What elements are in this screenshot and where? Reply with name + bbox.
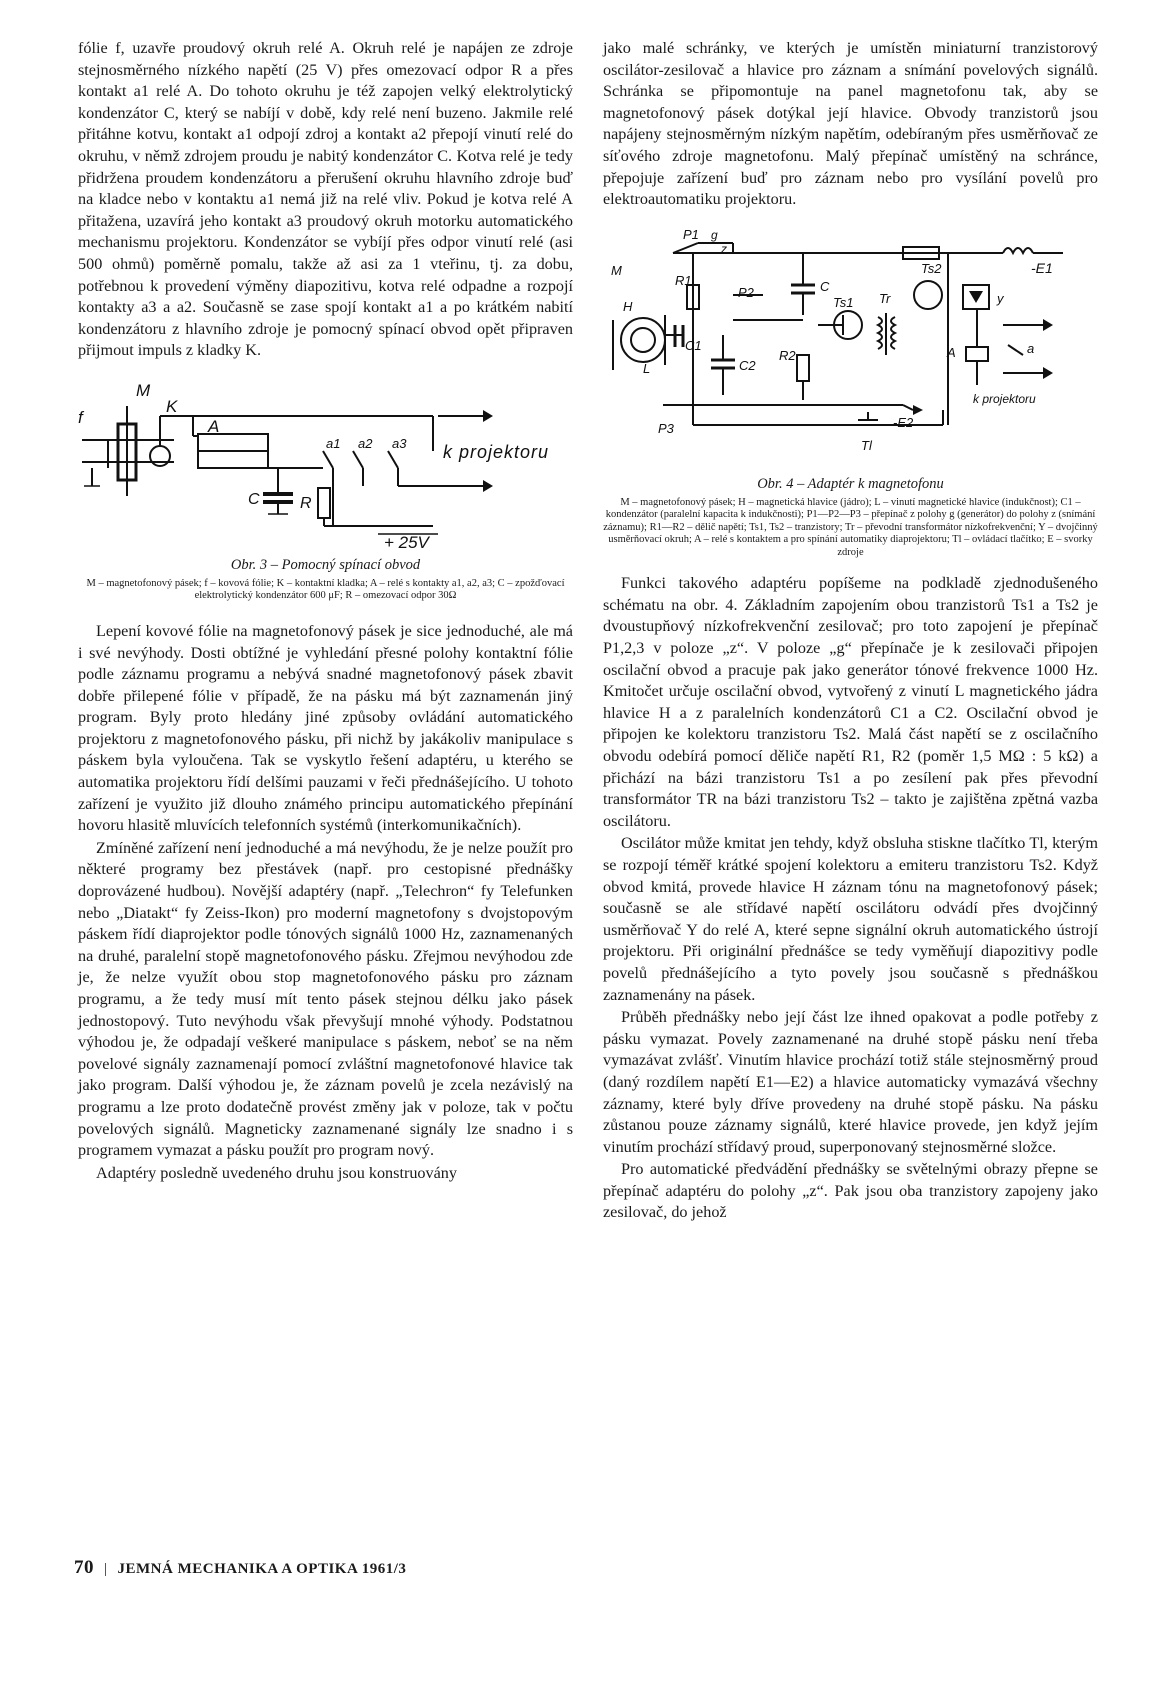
label-a3: a3 [392, 435, 407, 451]
footer-separator: | [104, 1561, 108, 1577]
label-M: M [136, 380, 151, 400]
label-K: K [166, 396, 178, 416]
label-a: a [1027, 340, 1035, 356]
label-C: C [820, 278, 830, 294]
left-column [78, 38, 573, 1184]
paragraph: Průběh přednášky nebo její část lze ihned opakovat a podle potřeby z pásku vymazat. Povely zaznamenané na druhé stopě pásku není třeba vymazávat zvlášť. Vinutím hlavice prochází totiž stále stejnosměrný proud (daný rozdílem napětí E1—E2) a hlavice automaticky vymazává všechny záznamy, které byly dříve provedeny na druhé stopě pásku. Na pásku zůstanou pouze záznamy signálů, které hlavice provede, jen když jejím vinutím prochází střídavý proud, superponovaný stejnosměrné složce. [603, 1008, 1098, 1156]
figure-4-legend: M – magnetofonový pásek; H – magnetická hlavice (jádro); L – vinutí magnetické hlavice (indukčnost); C1 – kondenzátor (paralelní kapacita k indukčnosti); P1—P2—P3 – přepínač z polohy g (generátor) do polohy z (snímání záznamu); R1—R2 – dělič napětí; Ts1, Ts2 – tranzistory; Tr – převodní transformátor nízkofrekvenční; Y – dvojčinný usměrňovací okruh; A – relé s kontaktem a pro spínání automatiky diaprojektoru; Tl – ovládací tlačítko; E – svorky zdroje [603, 496, 1098, 558]
label-a1: a1 [326, 435, 341, 451]
label-k-projektoru: k projektoru [973, 391, 1036, 406]
label-R1: R1 [675, 272, 692, 288]
paragraph: jako malé schránky, ve kterých je umístěn miniaturní tranzistorový oscilátor-zesilovač a hlavice pro záznam a snímání povelových signálů. Schránka se připomontuje na panel magnetofonu tak, aby se magnetofonový pásek dotýkal její hlavice. Obvody tranzistorů jsou napájeny stejnosměrným nízkým napětím, odebíraným přes usměrňovač ze síťového zdroje magnetofonu. Malý přepínač umístěný na schránce, přepojuje zařízení buď pro záznam nebo pro vysílání povelů pro elektroautomatiku projektoru. [603, 39, 1098, 209]
figure-3-legend: M – magnetofonový pásek; f – kovová fólie; K – kontaktní kladka; A – relé s kontakty a1, a2, a3; C – zpožďovací elektrolytický kondenzátor 600 μF; R – omezovací odpor 30Ω [86, 577, 565, 602]
relay-circuit-diagram [78, 376, 573, 551]
label-E1: -E1 [1031, 259, 1053, 276]
paragraph: fólie f, uzavře proudový okruh relé A. Okruh relé je napájen ze zdroje stejnosměrného nízkého napětí (25 V) přes omezovací odpor R a přes kontakt a1 relé A. Do tohoto okruhu je též zapojen velký elektrolytický kondenzátor C, který se nabíjí v době, kdy relé není buzeno. Jakmile relé přitáhne kotvu, kontakt a1 odpojí zdroj a kontakt a2 přepojí vinutí relé do okruhu, v němž zdrojem proudu je nabitý kondenzátor C. Kotva relé je tedy přidržena proudem kondenzátoru a přerušení okruhu hlavního zdroje buď na kladce nebo v kontaktu a1 nemá již na relé vliv. Pokud je kotva relé A přitažena, uzavírá jeho kontakt a3 proudový okruh motorku automatického mechanismu projektoru. Kondenzátor se vybíjí přes odpor vinutí relé (asi 500 ohmů) poměrně pomalu, takže až asi za 1 vteřinu, tj. za dobu, potřebnou k provedení výměny diapozitivu, kotva relé odpadne a rozpojí kontakty a3 a a2. Současně se zase spojí kontakt a1 a po krátkém nabití kondenzátoru z hlavního zdroje je pomocný spínací obvod opět připraven přijmout impuls z kladky K. [78, 39, 573, 360]
label-C2: C2 [739, 357, 756, 373]
label-P2: P2 [738, 284, 754, 300]
label-g-1: g [711, 227, 718, 242]
label-Ts1: Ts1 [833, 294, 854, 310]
label-a2: a2 [358, 435, 373, 451]
figure-3 [78, 376, 573, 603]
label-C1: C1 [685, 337, 702, 353]
figure-4-caption: Obr. 4 – Adaptér k magnetofonu [757, 475, 944, 492]
paragraph: Lepení kovové fólie na magnetofonový pásek je sice jednoduché, ale má i své nevýhody. Dosti obtížné je vyhledání přesné polohy kontaktní fólie podle záznamu programu a nebývá snadné magnetofonový pásek zbavit dobře přilepené fólie v případě, že na pásku má být zaznamenán jiný program. Byly proto hledány jiné způsoby ovládání automatického projektoru z magnetofonového pásku, při nichž by jakákoliv manipulace s páskem byla vyloučena. Tak se vyskytlo řešení adaptéru, u kterého se automatika projektoru řídí delšími pauzami v řeči přednášejícího. U tohoto zařízení je využito již dlouho známého principu automatického přepínání hovoru hlasitě mluvících telefonních systémů (interkomunikačních). [78, 621, 573, 835]
label-A: A [208, 416, 220, 436]
label-voltage: + 25V [384, 532, 429, 551]
figure-3-caption: Obr. 3 – Pomocný spínací obvod [230, 556, 421, 573]
label-R2: R2 [779, 347, 796, 363]
label-Y: y [997, 290, 1004, 306]
paragraph: Adaptéry posledně uvedeného druhu jsou konstruovány [96, 1163, 457, 1182]
paragraph: Zmíněné zařízení není jednoduché a má nevýhodu, že je nelze použít pro některé programy bez přestávek (např. pro cestopisné přednášky doprovázené hudbou). Novější adaptéry (např. „Telechron“ fy Telefunken nebo „Diatakt“ fy Zeiss-Ikon) pro moderní magnetofony s dvojstopovým páskem řídí diaprojektor podle tónových signálů 1000 Hz, zaznamenaných na druhé, paralelní stopě magnetofonového pásku. Zřejmou nevýhodou zde je, že nelze využít obou stop magnetofonového pásku pro záznam programu, a že tedy musí mít tento pásek stejnou délku jako pásek jednostopový. Tuto nevýhodu však převyšují mnohé výhody. Podstatnou výhodou je, že odpadají veškeré manipulace s páskem, neboť se na něm povelové signály zaznamenají pomocí zvláštní magnetofonové hlavice tak jako program. Další výhodou je, že záznam povelů je zcela nezávislý na programu a lze proto dodatečně provést změny jak v poloze, tak v počtu povelových signálů. Magneticky zaznamenané signály lze snadno i s programem vymazat a pásku použít pro program nový. [78, 838, 573, 1160]
figure-4 [603, 225, 1098, 560]
label-P3: P3 [658, 420, 674, 436]
label-C: C [248, 490, 260, 508]
label-M: M [611, 262, 622, 278]
label-Ts2: Ts2 [921, 260, 942, 276]
label-E2: -E2 [893, 414, 914, 430]
right-column [603, 38, 1098, 1224]
adapter-circuit-diagram [603, 225, 1098, 470]
label-P1: P1 [683, 226, 699, 242]
journal-title: JEMNÁ MECHANIKA A OPTIKA 1961/3 [117, 1561, 407, 1577]
label-R: R [300, 494, 312, 512]
page-number: 70 [74, 1557, 94, 1578]
label-A: A [947, 344, 956, 360]
label-z-1: z [721, 241, 727, 256]
label-H: H [623, 298, 633, 314]
label-L: L [643, 360, 651, 376]
page-footer [74, 1557, 406, 1579]
paragraph: Pro automatické předvádění přednášky se světelnými obrazy přepne se přepínač adaptéru do polohy „z“. Pak jsou oba tranzistory zapojeny jako zesilovač, do jehož [603, 1160, 1098, 1222]
paragraph: Oscilátor může kmitat jen tehdy, když obsluha stiskne tlačítko Tl, kterým se rozpojí téměř krátké spojení kolektoru a emiteru tranzistoru Ts2. Když obvod kmitá, provede hlavice H záznam tónu na magnetofonový pásek; současně se ale střídavé napětí oscilátoru odvádí přes dvojčinný usměrňovač Y do relé A, které sepne signální okruh automatického ústrojí projektoru. Při originální přednášce se tedy vyměňují diapozitivy podle povelů přednášejícího a tyto povely jsou současně s přednáškou zaznamenány na pásek. [603, 834, 1098, 1004]
label-Tr: Tr [879, 290, 891, 306]
label-Tl: Tl [861, 437, 872, 453]
paragraph: Funkci takového adaptéru popíšeme na podkladě zjednodušeného schématu na obr. 4. Základním zapojením obou tranzistorů Ts1 a Ts2 je dvoustupňový nízkofrekvenční zesilovač; pro toto zapojení je přepínač P1,2,3 v poloze „z“. V poloze „g“ přepínače je k zesilovači připojen oscilační obvod a pracuje pak jako generátor tónové frekvence 1000 Hz. Kmitočet určuje oscilační obvod, vytvořený z vinutí L magnetického jádra hlavice H a z paralelních kondenzátorů C1 a C2. Oscilační obvod je připojen ke kolektoru tranzistoru Ts2. Malá část napětí se z oscilačního obvodu odebírá pomocí děliče napětí R1, R2 (poměr 1,5 MΩ : 5 kΩ) a přichází na bázi tranzistoru Ts1 a po zesílení pak přes převodní transformátor TR na bázi tranzistoru Ts2 – takto je zajištěna zpětná vazba oscilátoru. [603, 574, 1098, 830]
label-k-projektoru: k projektoru [443, 441, 550, 462]
label-f: f [78, 407, 83, 427]
